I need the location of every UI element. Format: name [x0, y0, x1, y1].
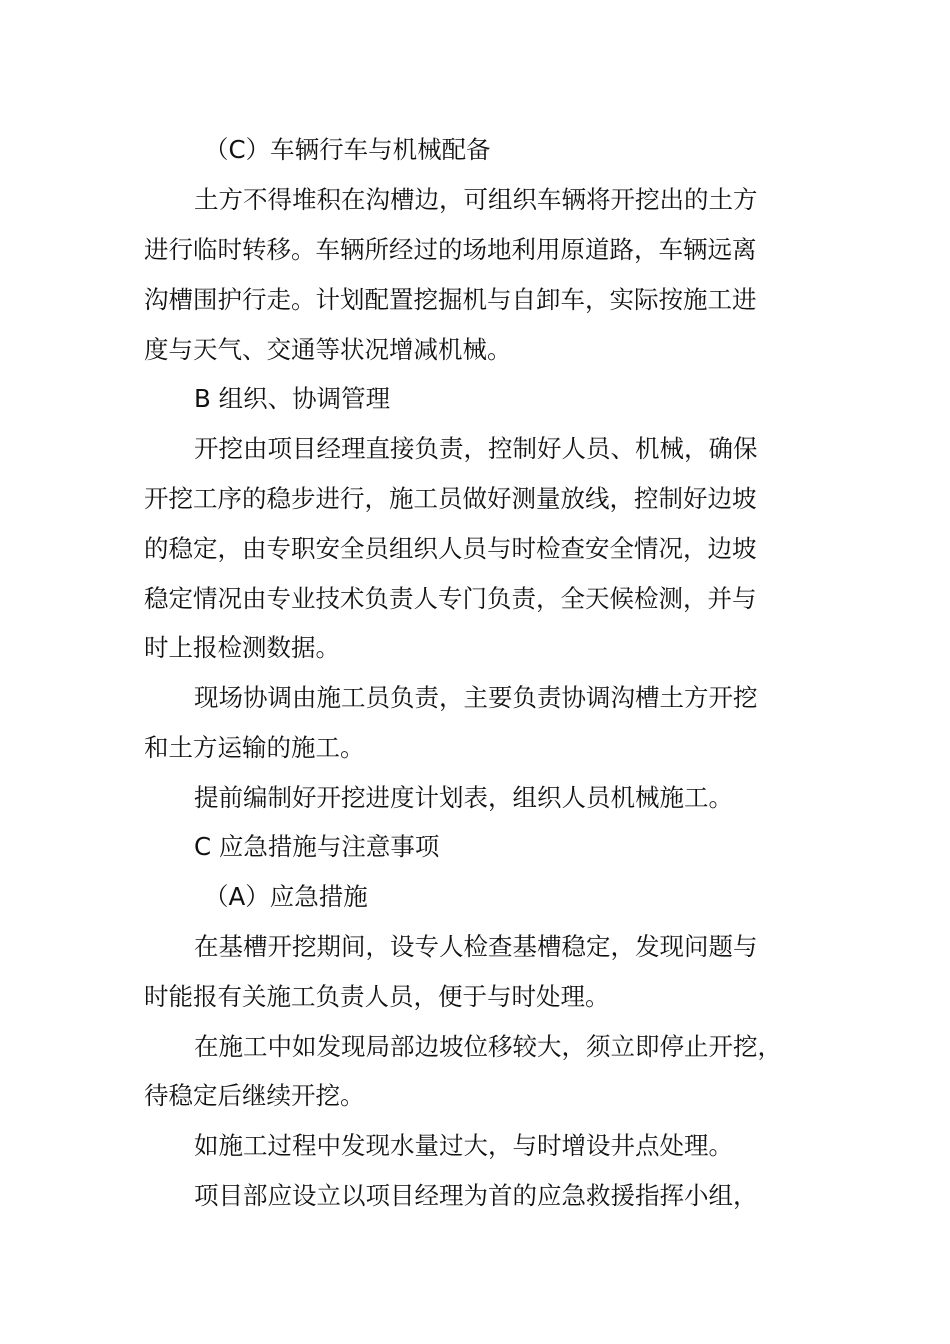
paragraph-line: 开挖由项目经理直接负责，控制好人员、机械，确保	[194, 434, 758, 463]
paragraph-line: 和土方运输的施工。	[144, 733, 365, 762]
paragraph-line: 待稳定后继续开挖。	[144, 1081, 365, 1110]
paragraph-line: 时上报检测数据。	[144, 633, 340, 662]
section-heading-vehicle-machinery: （C）车辆行车与机械配备	[204, 135, 491, 164]
paragraph-line: 稳定情况由专业技术负责人专门负责，全天候检测，并与	[144, 584, 757, 613]
paragraph-line: 现场协调由施工员负责，主要负责协调沟槽土方开挖	[194, 683, 758, 712]
subsection-heading-emergency-measures: （A）应急措施	[204, 882, 368, 911]
paragraph-line: 的稳定，由专职安全员组织人员与时检查安全情况，边坡	[144, 534, 757, 563]
paragraph-line: 沟槽围护行走。计划配置挖掘机与自卸车，实际按施工进	[144, 285, 757, 314]
paragraph-line: 时能报有关施工负责人员，便于与时处理。	[144, 982, 610, 1011]
paragraph-line: 在施工中如发现局部边坡位移较大，须立即停止开挖，	[194, 1032, 782, 1061]
paragraph-line: 进行临时转移。车辆所经过的场地利用原道路，车辆远离	[144, 235, 757, 264]
section-heading-organization: B 组织、协调管理	[194, 384, 391, 413]
paragraph-line: 如施工过程中发现水量过大，与时增设井点处理。	[194, 1131, 733, 1160]
paragraph-line: 在基槽开挖期间，设专人检查基槽稳定，发现问题与	[194, 932, 758, 961]
paragraph-line: 度与天气、交通等状况增减机械。	[144, 335, 512, 364]
paragraph-line: 提前编制好开挖进度计划表，组织人员机械施工。	[194, 783, 733, 812]
paragraph-line: 项目部应设立以项目经理为首的应急救援指挥小组，	[194, 1181, 758, 1210]
paragraph-line: 土方不得堆积在沟槽边，可组织车辆将开挖出的土方	[194, 185, 758, 214]
section-heading-emergency: C 应急措施与注意事项	[194, 832, 440, 861]
paragraph-line: 开挖工序的稳步进行，施工员做好测量放线，控制好边坡	[144, 484, 757, 513]
